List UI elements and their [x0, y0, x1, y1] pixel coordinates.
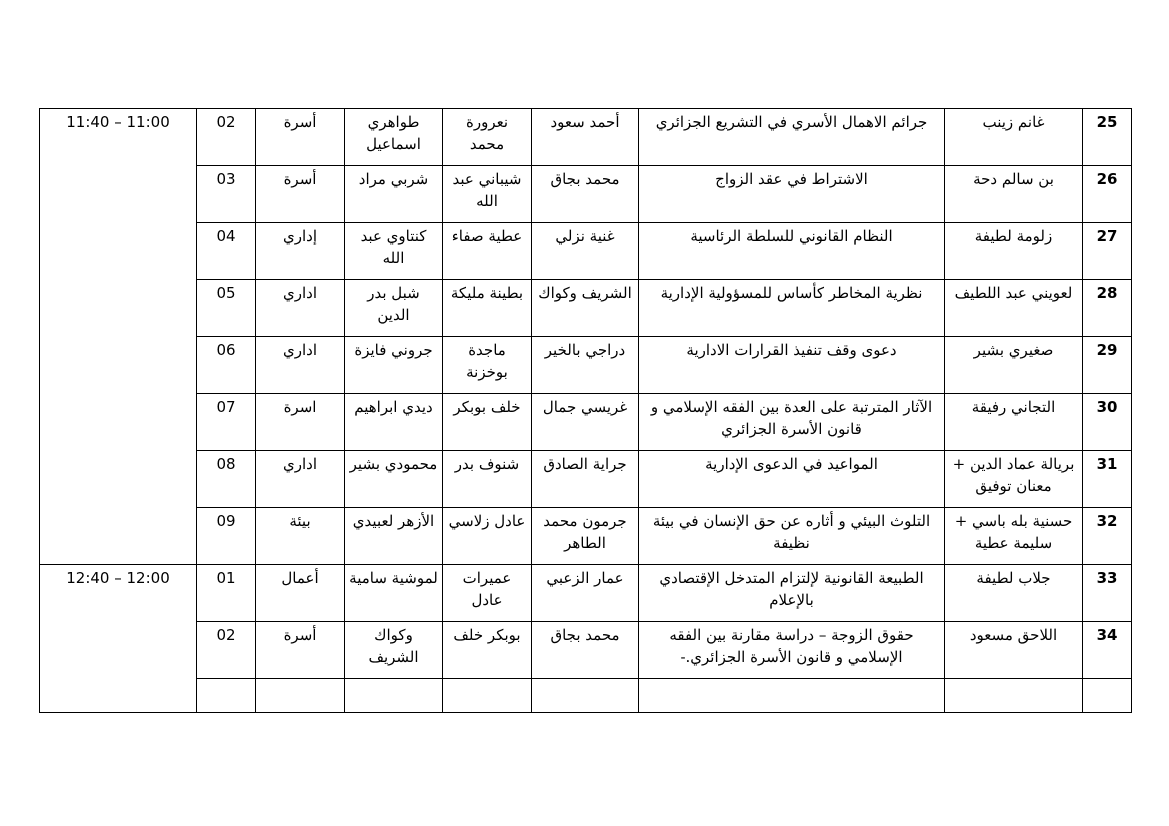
- supervisor-cell: غنية نزلي: [532, 223, 639, 280]
- group-cell: 07: [197, 394, 256, 451]
- group-cell: 06: [197, 337, 256, 394]
- specialty-cell: أسرة: [256, 166, 345, 223]
- student-cell: جلاب لطيفة: [945, 565, 1083, 622]
- table-row: [40, 394, 1132, 451]
- row-number-cell: 28: [1083, 280, 1132, 337]
- president-cell: طواهري اسماعيل: [345, 109, 443, 166]
- supervisor-cell: محمد بجاق: [532, 166, 639, 223]
- thesis-title-cell: جرائم الاهمال الأسري في التشريع الجزائري: [639, 109, 945, 166]
- empty-cell: [345, 679, 443, 713]
- thesis-title-cell: حقوق الزوجة – دراسة مقارنة بين الفقه الإسلامي و قانون الأسرة الجزائري.-: [639, 622, 945, 679]
- empty-cell: [197, 679, 256, 713]
- group-cell: 02: [197, 109, 256, 166]
- row-number-cell: 32: [1083, 508, 1132, 565]
- president-cell: الأزهر لعبيدي: [345, 508, 443, 565]
- president-cell: وكواك الشريف: [345, 622, 443, 679]
- row-number-cell: 31: [1083, 451, 1132, 508]
- president-cell: كنتاوي عبد الله: [345, 223, 443, 280]
- supervisor-cell: عمار الزعبي: [532, 565, 639, 622]
- specialty-cell: أسرة: [256, 622, 345, 679]
- supervisor-cell: جرمون محمد الطاهر: [532, 508, 639, 565]
- president-cell: شربي مراد: [345, 166, 443, 223]
- table-row: [40, 166, 1132, 223]
- row-number-cell: 33: [1083, 565, 1132, 622]
- student-cell: حسنية بله باسي + سليمة عطية: [945, 508, 1083, 565]
- president-cell: جروني فايزة: [345, 337, 443, 394]
- examiner-cell: بوبكر خلف: [443, 622, 532, 679]
- row-number-cell: 34: [1083, 622, 1132, 679]
- student-cell: زلومة لطيفة: [945, 223, 1083, 280]
- examiner-cell: بطينة مليكة: [443, 280, 532, 337]
- supervisor-cell: جراية الصادق: [532, 451, 639, 508]
- table-row: [40, 508, 1132, 565]
- thesis-title-cell: دعوى وقف تنفيذ القرارات الادارية: [639, 337, 945, 394]
- specialty-cell: أعمال: [256, 565, 345, 622]
- specialty-cell: اداري: [256, 280, 345, 337]
- examiner-cell: شنوف بدر: [443, 451, 532, 508]
- group-cell: 04: [197, 223, 256, 280]
- thesis-title-cell: النظام القانوني للسلطة الرئاسية: [639, 223, 945, 280]
- supervisor-cell: الشريف وكواك: [532, 280, 639, 337]
- empty-cell: [443, 679, 532, 713]
- specialty-cell: اداري: [256, 451, 345, 508]
- group-cell: 03: [197, 166, 256, 223]
- defense-schedule-table: [39, 108, 1132, 713]
- thesis-title-cell: الاشتراط في عقد الزواج: [639, 166, 945, 223]
- table-row: [40, 280, 1132, 337]
- president-cell: لموشية سامية: [345, 565, 443, 622]
- specialty-cell: اداري: [256, 337, 345, 394]
- thesis-title-cell: نظرية المخاطر كأساس للمسؤولية الإدارية: [639, 280, 945, 337]
- table-row: [40, 565, 1132, 622]
- table-row: [40, 451, 1132, 508]
- specialty-cell: اسرة: [256, 394, 345, 451]
- student-cell: بريالة عماد الدين + معنان توفيق: [945, 451, 1083, 508]
- supervisor-cell: أحمد سعود: [532, 109, 639, 166]
- student-cell: التجاني رفيقة: [945, 394, 1083, 451]
- supervisor-cell: غريسي جمال: [532, 394, 639, 451]
- specialty-cell: أسرة: [256, 109, 345, 166]
- examiner-cell: عطية صفاء: [443, 223, 532, 280]
- row-number-cell: 26: [1083, 166, 1132, 223]
- time-slot-cell: 11:40 – 11:00: [40, 109, 197, 565]
- group-cell: 02: [197, 622, 256, 679]
- thesis-title-cell: المواعيد في الدعوى الإدارية: [639, 451, 945, 508]
- empty-table-row: [40, 679, 1132, 713]
- row-number-cell: 30: [1083, 394, 1132, 451]
- group-cell: 05: [197, 280, 256, 337]
- table-row: [40, 109, 1132, 166]
- group-cell: 09: [197, 508, 256, 565]
- president-cell: شبل بدر الدين: [345, 280, 443, 337]
- thesis-title-cell: التلوث البيئي و أثاره عن حق الإنسان في بيئة نظيفة: [639, 508, 945, 565]
- supervisor-cell: دراجي بالخير: [532, 337, 639, 394]
- student-cell: بن سالم دحة: [945, 166, 1083, 223]
- row-number-cell: 27: [1083, 223, 1132, 280]
- group-cell: 08: [197, 451, 256, 508]
- thesis-title-cell: الآثار المترتبة على العدة بين الفقه الإسلامي و قانون الأسرة الجزائري: [639, 394, 945, 451]
- examiner-cell: خلف بوبكر: [443, 394, 532, 451]
- supervisor-cell: محمد بجاق: [532, 622, 639, 679]
- president-cell: ديدي ابراهيم: [345, 394, 443, 451]
- president-cell: محمودي بشير: [345, 451, 443, 508]
- thesis-title-cell: الطبيعة القانونية لإلتزام المتدخل الإقتصادي بالإعلام: [639, 565, 945, 622]
- empty-cell: [639, 679, 945, 713]
- student-cell: غانم زينب: [945, 109, 1083, 166]
- group-cell: 01: [197, 565, 256, 622]
- examiner-cell: نعرورة محمد: [443, 109, 532, 166]
- table-row: [40, 337, 1132, 394]
- empty-cell: [532, 679, 639, 713]
- student-cell: لعويني عبد اللطيف: [945, 280, 1083, 337]
- specialty-cell: بيئة: [256, 508, 345, 565]
- row-number-cell: 29: [1083, 337, 1132, 394]
- table-row: [40, 223, 1132, 280]
- specialty-cell: إداري: [256, 223, 345, 280]
- examiner-cell: عادل زلاسي: [443, 508, 532, 565]
- student-cell: اللاحق مسعود: [945, 622, 1083, 679]
- empty-cell: [256, 679, 345, 713]
- table-row: [40, 622, 1132, 679]
- empty-cell: [945, 679, 1083, 713]
- examiner-cell: عميرات عادل: [443, 565, 532, 622]
- student-cell: صغيري بشير: [945, 337, 1083, 394]
- examiner-cell: ماجدة بوخزنة: [443, 337, 532, 394]
- empty-cell: [1083, 679, 1132, 713]
- time-slot-cell: 12:40 – 12:00: [40, 565, 197, 713]
- row-number-cell: 25: [1083, 109, 1132, 166]
- examiner-cell: شيباني عبد الله: [443, 166, 532, 223]
